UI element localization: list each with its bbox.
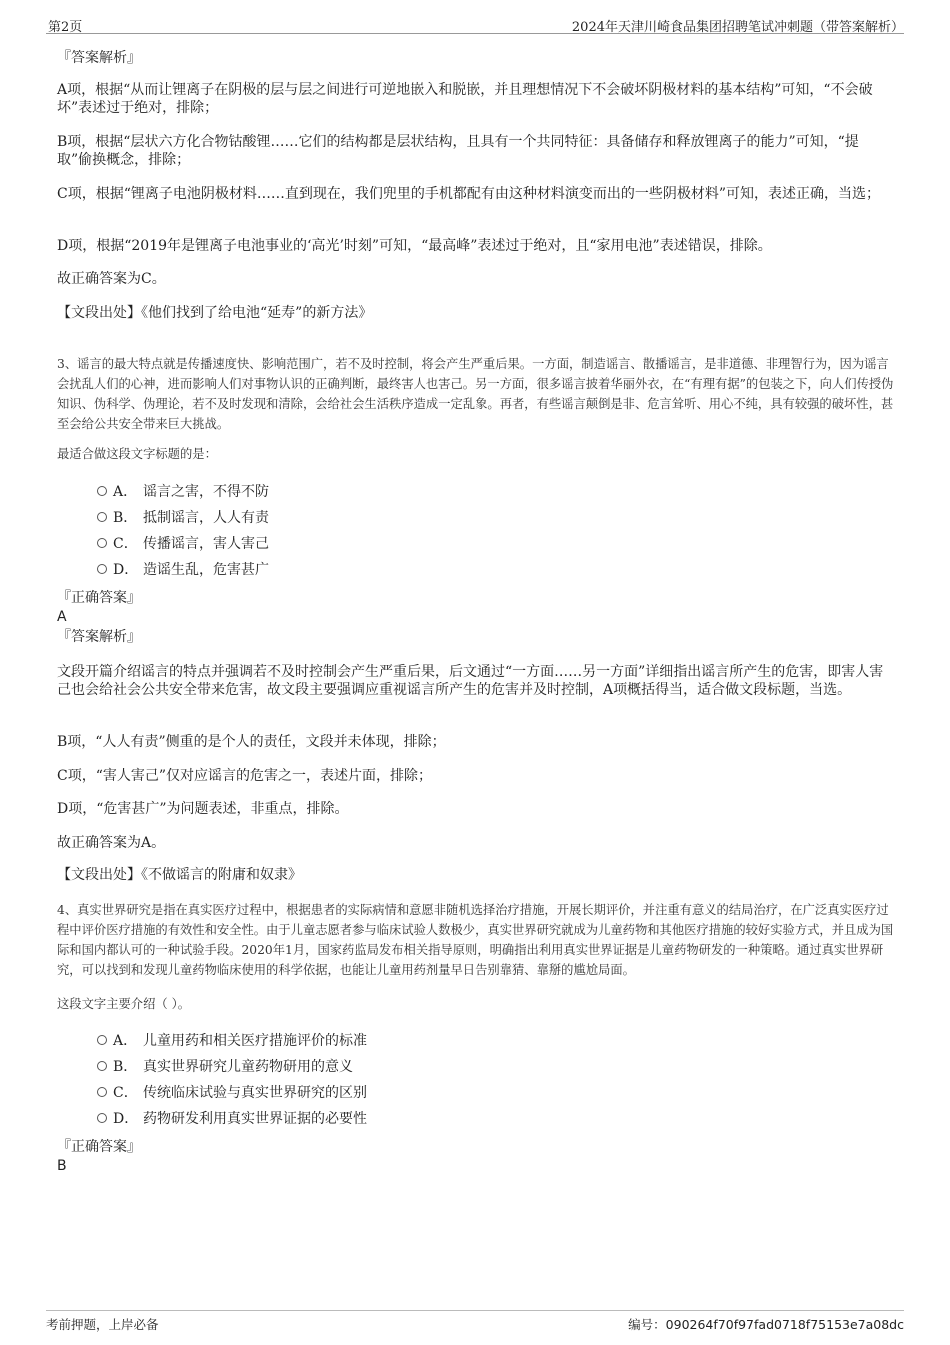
option-text: 谣言之害，不得不防 — [143, 484, 269, 500]
q4-option-d[interactable] — [97, 1110, 367, 1128]
q4-option-a[interactable] — [97, 1032, 367, 1050]
q2-source: 【文段出处】《他们找到了给电池“延寿”的新方法》 — [57, 305, 373, 321]
radio-icon[interactable] — [97, 512, 107, 522]
page-footer — [0, 1310, 950, 1345]
option-text: 抵制谣言，人人有责 — [143, 510, 269, 526]
page-header — [0, 0, 950, 34]
option-key: C． — [113, 536, 138, 552]
document-title: 2024年天津川崎食品集团招聘笔试冲刺题（带答案解析） — [571, 20, 904, 35]
q2-analysis-label: 『答案解析』 — [57, 50, 141, 66]
option-text: 儿童用药和相关医疗措施评价的标准 — [143, 1033, 367, 1049]
q4-question: 这段文字主要介绍（ ）。 — [57, 997, 191, 1011]
radio-icon[interactable] — [97, 1035, 107, 1045]
q3-analysis-c: C项，“害人害己”仅对应谣言的危害之一，表述片面，排除； — [57, 768, 433, 784]
option-key: B． — [113, 510, 138, 526]
q3-analysis-main: 文段开篇介绍谣言的特点并强调若不及时控制会产生严重后果，后文通过“一方面……另一方面”详细指出谣言所产生的危害，即害人害己也会给社会公共安全带来危害，故文段主要强调应重视谣言所产生的危害并及时控制，A项概括得当，适合做文段标题，当选。 — [57, 664, 884, 698]
q2-analysis-b: B项，根据“层状六方化合物钴酸锂……它们的结构都是层状结构，且具有一个共同特征：具备储存和释放锂离子的能力”可知，“提取”偷换概念，排除； — [57, 134, 859, 168]
footer-slogan: 考前押题，上岸必备 — [46, 1317, 159, 1332]
option-key: C． — [113, 1085, 138, 1101]
q3-answer: A — [57, 609, 67, 625]
radio-icon[interactable] — [97, 1113, 107, 1123]
q3-analysis-d: D项，“危害甚广”为问题表述，非重点，排除。 — [57, 801, 349, 817]
q3-source: 【文段出处】《不做谣言的附庸和奴隶》 — [57, 867, 302, 883]
q3-conclusion: 故正确答案为A。 — [57, 835, 166, 851]
q3-option-a[interactable] — [97, 483, 269, 501]
q3-analysis-b: B项，“人人有责”侧重的是个人的责任，文段并未体现，排除； — [57, 734, 446, 750]
document-code: 编号：090264f70f97fad0718f75153e7a08dc — [628, 1317, 904, 1332]
option-key: A． — [113, 484, 138, 500]
radio-icon[interactable] — [97, 564, 107, 574]
radio-icon[interactable] — [97, 538, 107, 548]
header-rule — [46, 33, 904, 34]
q3-analysis-label: 『答案解析』 — [57, 629, 141, 645]
q4-option-b[interactable] — [97, 1058, 353, 1076]
q3-question: 最适合做这段文字标题的是： — [57, 447, 217, 461]
q2-analysis-c: C项，根据“锂离子电池阴极材料……直到现在，我们兜里的手机都配有由这种材料演变而出的一些阴极材料”可知，表述正确，当选； — [57, 186, 881, 202]
q4-answer-label: 『正确答案』 — [57, 1139, 141, 1155]
q3-option-c[interactable] — [97, 535, 269, 553]
option-text: 真实世界研究儿童药物研用的意义 — [143, 1059, 353, 1075]
q3-option-d[interactable] — [97, 561, 269, 579]
option-key: B． — [113, 1059, 138, 1075]
footer-rule — [46, 1310, 904, 1311]
q3-option-b[interactable] — [97, 509, 269, 527]
radio-icon[interactable] — [97, 486, 107, 496]
q2-conclusion: 故正确答案为C。 — [57, 271, 166, 287]
q4-stem: 4、真实世界研究是指在真实医疗过程中，根据患者的实际病情和意愿非随机选择治疗措施，开展长期评价，并注重有意义的结局治疗，在广泛真实医疗过程中评价医疗措施的有效性和安全性。由于儿童志愿者参与临床试验人数极少，真实世界研究就成为儿童药物和其他医疗措施的较好实验方式，并且成为国际和国内都认可的一种试验手段。2020年1月，国家药监局发布相关指导原则，明确指出利用真实世界证据是儿童药物研发的一种策略。通过真实世界研究，可以找到和发现儿童药物临床使用的科学依据，也能让儿童用药剂量早日告别靠猜、靠掰的尴尬局面。 — [57, 903, 894, 977]
option-key: A． — [113, 1033, 138, 1049]
radio-icon[interactable] — [97, 1061, 107, 1071]
option-text: 传播谣言，害人害己 — [143, 536, 269, 552]
page-number: 第2页 — [48, 20, 83, 35]
q4-answer: B — [57, 1158, 67, 1174]
q2-analysis-d: D项，根据“2019年是锂离子电池事业的‘高光’时刻”可知，“最高峰”表述过于绝对，且“家用电池”表述错误，排除。 — [57, 238, 772, 254]
option-text: 造谣生乱，危害甚广 — [143, 562, 269, 578]
option-text: 药物研发利用真实世界证据的必要性 — [143, 1111, 367, 1127]
q3-stem: 3、谣言的最大特点就是传播速度快、影响范围广，若不及时控制，将会产生严重后果。一方面，制造谣言、散播谣言，是非道德、非理智行为，因为谣言会扰乱人们的心神，进而影响人们对事物认识的正确判断，最终害人也害己。另一方面，很多谣言披着华丽外衣，在“有理有据”的包装之下，向人们传授伪知识、伪科学、伪理论，若不及时发现和清除，会给社会生活秩序造成一定乱象。再者，有些谣言颠倒是非、危言耸听、用心不纯，具有较强的破坏性，甚至会给公共安全带来巨大挑战。 — [57, 357, 894, 431]
q4-option-c[interactable] — [97, 1084, 367, 1102]
option-text: 传统临床试验与真实世界研究的区别 — [143, 1085, 367, 1101]
radio-icon[interactable] — [97, 1087, 107, 1097]
q2-analysis-a: A项，根据“从而让锂离子在阴极的层与层之间进行可逆地嵌入和脱嵌，并且理想情况下不会破坏阴极材料的基本结构”可知，“不会破坏”表述过于绝对，排除； — [57, 82, 873, 116]
option-key: D． — [113, 1111, 139, 1127]
option-key: D． — [113, 562, 139, 578]
q3-answer-label: 『正确答案』 — [57, 590, 141, 606]
